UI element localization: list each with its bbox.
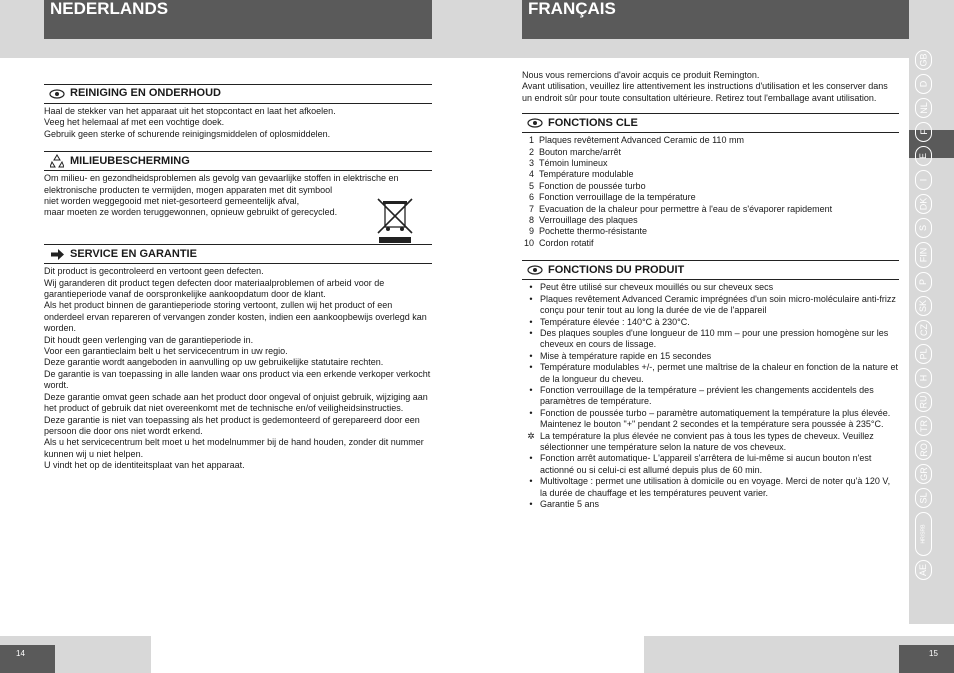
section-title: SERVICE EN GARANTIE — [70, 247, 197, 260]
environment-text: Om milieu- en gezondheidsproblemen als gevolg van gevaarlijke stoffen in elektrische en elektronische producten te vermijden, mogen apparaten met dit symbool niet worden weggegooid met niet-gesorteerd gemeentelijk afval, maar moeten ze worden teruggewonnen, opnieuw gebruikt of gerecycled. — [44, 173, 399, 218]
language-code: CZ — [918, 324, 929, 336]
item-number: 8 — [528, 215, 534, 226]
language-tab-sk[interactable] — [915, 296, 932, 316]
language-code: NL — [918, 102, 929, 114]
text-line: Gebruik geen sterke of schurende reinigingsmiddelen of oplosmiddelen. — [44, 128, 331, 139]
language-code: I — [918, 178, 929, 182]
warranty-paragraph: Wij garanderen dit product tegen defecten door materiaalproblemen of arbeid voor de garantieperiode vanaf de oorspronkelijke aankoopdatum door de klant. — [44, 277, 385, 300]
item-text: Fonction de poussée turbo — [539, 180, 646, 191]
language-tab-d[interactable] — [915, 74, 932, 94]
intro-text — [522, 70, 899, 104]
warranty-paragraph: Deze garantie wordt aangeboden in aanvulling op uw gebruikelijke statutaire rechten. — [44, 357, 384, 368]
cleaning-text — [44, 106, 432, 140]
language-code: S — [918, 224, 929, 232]
item-text: Evacuation de la chaleur pour permettre à l'eau de s'évaporer rapidement — [539, 203, 833, 214]
page-title-left: NEDERLANDS — [44, 0, 432, 39]
section-title: MILIEUBESCHERMING — [70, 154, 190, 167]
item-number: 5 — [528, 180, 534, 191]
bullet: • — [529, 282, 533, 293]
list-item — [522, 147, 899, 158]
list-item — [522, 317, 899, 328]
item-number: 1 — [528, 135, 534, 146]
section-title: FONCTIONS CLE — [548, 116, 638, 129]
language-code: P — [918, 278, 929, 286]
language-tab-i[interactable] — [915, 170, 932, 190]
language-tab-gr[interactable] — [915, 464, 932, 484]
list-item — [522, 294, 899, 317]
bullet: • — [529, 316, 533, 327]
language-tab-tr[interactable] — [915, 416, 932, 436]
list-item — [522, 408, 899, 431]
item-text: Verrouillage des plaques — [539, 215, 638, 226]
item-number: 10 — [523, 237, 534, 248]
language-tab-fin[interactable] — [915, 242, 932, 268]
language-code: E — [918, 152, 929, 160]
eye-icon — [522, 118, 548, 128]
item-text: Fonction verrouillage de la température – prévient les changements accidentels des paramètres de température. — [540, 384, 874, 407]
intro-line: Nous vous remercions d'avoir acquis ce produit Remington. — [522, 70, 760, 80]
section-title: FONCTIONS DU PRODUIT — [548, 263, 685, 276]
text-line: Haal de stekker van het apparaat uit het stopcontact en laat het afkoelen. — [44, 106, 336, 116]
language-code: RU — [918, 395, 929, 409]
bullet: • — [529, 362, 533, 373]
item-text: Plaques revêtement Advanced Ceramic imprégnées d'un soin micro-moléculaire anti-frizz conçu pour tenir tout au long la durée de vie de l'appareil — [540, 293, 896, 316]
section-header-environment — [44, 151, 432, 171]
language-code: D — [918, 80, 929, 88]
recycle-icon — [44, 154, 70, 168]
language-code: F — [918, 129, 929, 135]
language-code: SL — [918, 492, 929, 504]
warranty-paragraph: Als u het servicecentrum belt moet u het modelnummer bij de hand houden, zonder dit nummer kunnen wij u niet helpen. — [44, 437, 424, 459]
list-item — [522, 476, 899, 499]
eye-icon — [44, 89, 70, 99]
page-number-left: 14 — [0, 645, 55, 673]
weee-bin-icon — [376, 197, 414, 245]
page-title-right: FRANÇAIS — [522, 0, 909, 39]
warranty-text — [44, 266, 432, 471]
warranty-paragraph: Dit houdt geen verlenging van de garantieperiode in. — [44, 334, 254, 345]
language-tab-sl[interactable] — [915, 488, 932, 508]
bullet: • — [529, 293, 533, 304]
item-number: 2 — [528, 146, 534, 157]
item-text: Garantie 5 ans — [540, 499, 600, 509]
list-item — [522, 499, 899, 510]
item-text: Témoin lumineux — [539, 158, 608, 169]
item-text: Température modulables +/-, permet une maîtrise de la chaleur en fonction de la nature et de la longueur du cheveu. — [540, 362, 898, 384]
product-functions-list — [522, 282, 899, 510]
language-code: DK — [918, 197, 929, 211]
section-header-cleaning — [44, 84, 432, 104]
item-number: 3 — [528, 158, 534, 169]
language-tab-ro[interactable] — [915, 440, 932, 460]
list-item — [522, 192, 899, 203]
warranty-paragraph: Als het product binnen de garantieperiode storing vertoont, zullen wij het product of een onderdeel ervan repareren of vervangen zonder kosten, indien een aankoopbewijs overlegd kan worden. — [44, 300, 427, 334]
language-code: GR — [918, 467, 929, 481]
bullet: ✲ — [527, 430, 535, 441]
warranty-paragraph: U vindt het op de identiteitsplaat van het apparaat. — [44, 460, 245, 471]
language-tab-ae[interactable] — [915, 560, 932, 580]
language-tab-gb[interactable] — [915, 50, 932, 70]
list-item — [522, 282, 899, 293]
list-item — [522, 328, 899, 351]
language-tab-s[interactable] — [915, 218, 932, 238]
language-code: FIN — [918, 247, 929, 263]
item-text: Peut être utilisé sur cheveux mouillés ou sur cheveux secs — [540, 282, 774, 293]
item-number: 7 — [528, 203, 534, 214]
language-code: AE — [918, 563, 929, 577]
list-item — [522, 158, 899, 169]
right-column — [522, 70, 899, 521]
bullet: • — [529, 499, 533, 509]
warranty-paragraph: Deze garantie is niet van toepassing als het product is gedemonteerd of gerepareerd door een persoon die door ons niet wordt erkend. — [44, 414, 420, 436]
language-code: SK — [918, 299, 929, 313]
item-text: Température modulable — [539, 169, 634, 180]
language-tab-pl[interactable] — [915, 344, 932, 364]
item-text: Plaques revêtement Advanced Ceramic de 110 mm — [539, 135, 744, 146]
list-item — [522, 351, 899, 362]
bullet: • — [529, 327, 533, 338]
language-code: TR — [918, 420, 929, 432]
intro-line: Avant utilisation, veuillez lire attentivement les instructions d'utilisation et les conserver dans un endroit sûr pour toute consultation ultérieure. Retirez tout l'emballage avant utilisation. — [522, 81, 888, 103]
section-header-product-functions — [522, 260, 899, 280]
language-code: RO — [918, 443, 929, 457]
warranty-paragraph: Voor een garantieclaim belt u het servicecentrum in uw regio. — [44, 346, 288, 357]
eye-icon — [522, 265, 548, 275]
language-tab-hr-srb[interactable] — [915, 512, 932, 556]
list-item — [522, 238, 899, 249]
item-text: Cordon rotatif — [539, 237, 594, 248]
item-text: Mise à température rapide en 15 secondes — [540, 350, 712, 361]
text-line: Veeg het helemaal af met een vochtige doek. — [44, 117, 225, 128]
section-header-key-functions — [522, 113, 899, 133]
list-item — [522, 135, 899, 146]
language-code: H — [918, 374, 929, 382]
language-code: PL — [918, 348, 929, 360]
language-code: GB — [918, 53, 929, 67]
left-column — [44, 70, 432, 483]
list-item — [522, 169, 899, 180]
list-item — [522, 362, 899, 385]
warranty-paragraph: Dit product is gecontroleerd en vertoont geen defecten. — [44, 266, 264, 277]
section-title: REINIGING EN ONDERHOUD — [70, 87, 221, 100]
item-number: 4 — [528, 169, 534, 180]
language-tab-cz[interactable] — [915, 320, 932, 340]
bullet: • — [529, 453, 533, 464]
bullet: • — [529, 350, 533, 361]
bullet: • — [529, 407, 533, 418]
language-tab-f[interactable] — [915, 122, 932, 142]
warranty-paragraph: Deze garantie omvat geen schade aan het product door ongeval of onjuist gebruik, wijziging aan het product of gebruik dat niet overeenkomt met de technische en/of veiligheidsinstructies. — [44, 391, 428, 414]
item-text: Pochette thermo-résistante — [539, 226, 648, 237]
item-text: Fonction de poussée turbo – paramètre automatiquement la température la plus élevée. Maintenez le bouton "+" pendant 2 secondes et la température sera poussée à 235°C. — [540, 407, 891, 430]
item-text: La température la plus élevée ne convient pas à tous les types de cheveux. Veuillez sélectionner une température selon la nature de vos cheveux. — [540, 430, 874, 452]
item-text: Fonction arrêt automatique- L'appareil s'arrêtera de lui-même si aucun bouton n'est actionné ou si celui-ci est allumé depuis plus de 60 min. — [540, 453, 872, 475]
item-text: Multivoltage : permet une utilisation à domicile ou en voyage. Merci de noter qu'à 120 V, la durée de chauffage et les températures peuvent varier. — [540, 476, 891, 498]
list-item — [522, 226, 899, 237]
item-number: 6 — [528, 192, 534, 203]
item-text: Des plaques souples d'une longueur de 110 mm – pour une pression homogène sur les cheveux en cours de lissage. — [540, 327, 889, 350]
list-item — [522, 181, 899, 192]
arrow-right-icon — [44, 249, 70, 260]
item-text: Température élevée : 140°C à 230°C. — [540, 316, 690, 327]
language-code: HR/SRB — [920, 524, 927, 544]
language-tab-dk[interactable] — [915, 194, 932, 214]
page-number-right: 15 — [899, 645, 954, 673]
item-number: 9 — [528, 226, 534, 237]
list-item — [522, 453, 899, 476]
language-tab-ru[interactable] — [915, 392, 932, 412]
list-item — [522, 385, 899, 408]
list-item — [522, 431, 899, 454]
language-tab-e[interactable] — [915, 146, 932, 166]
item-text: Fonction verrouillage de la température — [539, 192, 696, 203]
language-tab-nl[interactable] — [915, 98, 932, 118]
list-item — [522, 215, 899, 226]
section-header-warranty — [44, 244, 432, 264]
list-item — [522, 204, 899, 215]
warranty-paragraph: De garantie is van toepassing in alle landen waar ons product via een erkende verkoper verkocht wordt. — [44, 368, 431, 391]
language-tab-p[interactable] — [915, 272, 932, 292]
bullet: • — [529, 476, 533, 487]
language-tab-h[interactable] — [915, 368, 932, 388]
bullet: • — [529, 384, 533, 395]
key-functions-list — [522, 135, 899, 249]
item-text: Bouton marche/arrêt — [539, 146, 622, 157]
